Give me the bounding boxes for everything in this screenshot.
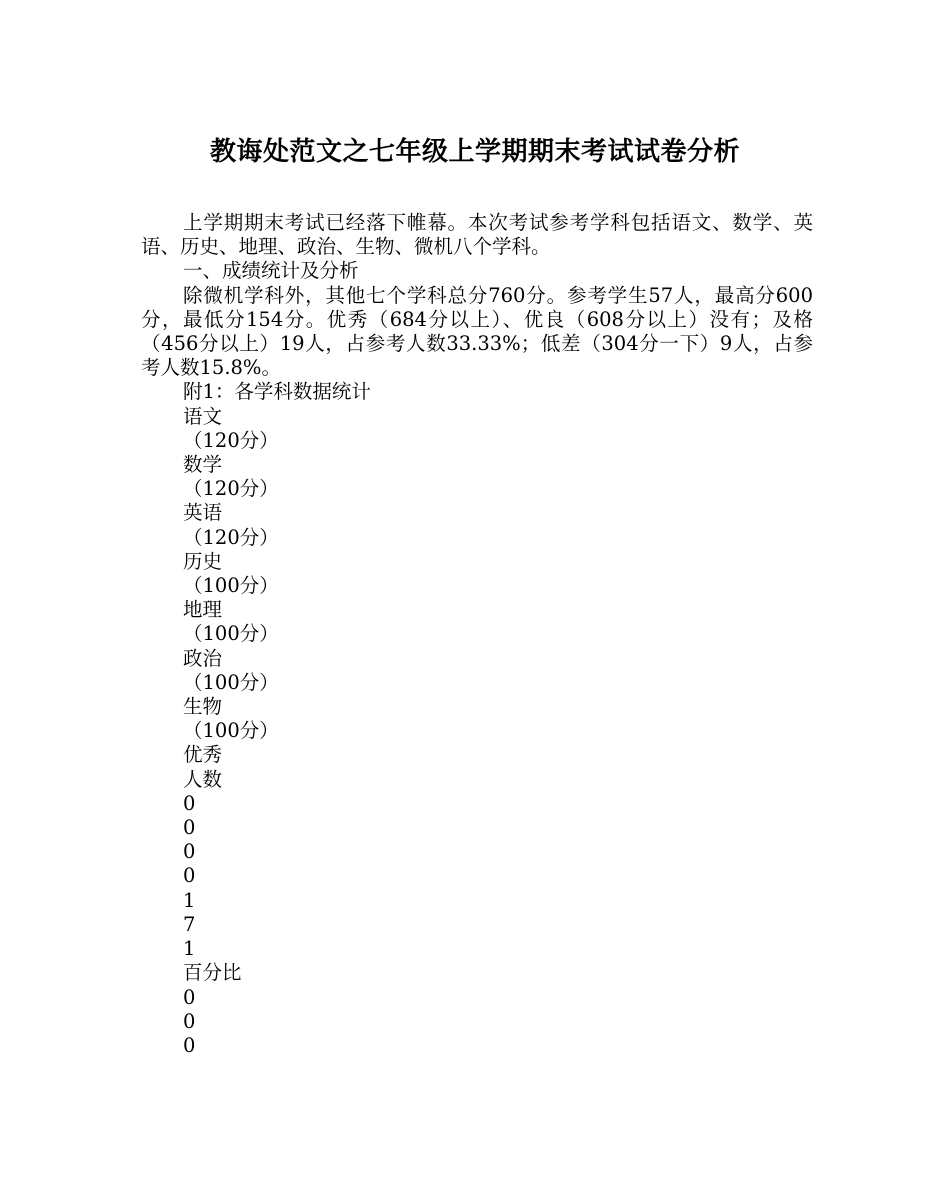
statistics-line: （120分） [183,428,279,452]
intro-paragraph: 上学期期末考试已经落下帷幕。本次考试参考学科包括语文、数学、英语、历史、地理、政治、生物、微机八个学科。 [141,211,813,259]
statistics-line: 0 [183,816,196,840]
subject-statistics-list [141,405,813,1058]
statistics-line: （100分） [183,574,279,598]
statistics-paragraph: 除微机学科外，其他七个学科总分760分。参考学生57人，最高分600分，最低分154分。优秀（684分以上）、优良（608分以上）没有；及格（456分以上）19人，占参考人数33.33%；低差（304分一下）9人，占参考人数15.8%。 [141,283,813,380]
statistics-line: 英语 [183,501,223,525]
statistics-line: 数学 [183,453,223,477]
statistics-line: 百分比 [183,961,242,985]
statistics-line: 地理 [183,598,223,622]
statistics-line: （120分） [183,525,279,549]
statistics-line: （100分） [183,622,279,646]
statistics-line: 0 [183,985,196,1009]
statistics-line: （120分） [183,477,279,501]
statistics-line: 1 [183,888,196,912]
statistics-line: 1 [183,937,196,961]
statistics-line: 历史 [183,549,223,573]
statistics-line: 政治 [183,646,223,670]
statistics-line: 优秀 [183,743,223,767]
statistics-line: 0 [183,864,196,888]
section-heading: 一、成绩统计及分析 [183,259,359,283]
appendix-heading: 附1：各学科数据统计 [183,380,371,404]
statistics-line: 0 [183,1033,196,1057]
statistics-line: 生物 [183,695,223,719]
statistics-line: 语文 [183,404,223,428]
document-title: 教诲处范文之七年级上学期期末考试试卷分析 [209,137,740,167]
statistics-line: 0 [183,791,196,815]
statistics-line: 0 [183,840,196,864]
statistics-line: 0 [183,1009,196,1033]
document-body [141,211,813,1058]
statistics-line: （100分） [183,719,279,743]
statistics-line: （100分） [183,670,279,694]
statistics-line: 人数 [183,767,223,791]
statistics-line: 7 [183,912,196,936]
